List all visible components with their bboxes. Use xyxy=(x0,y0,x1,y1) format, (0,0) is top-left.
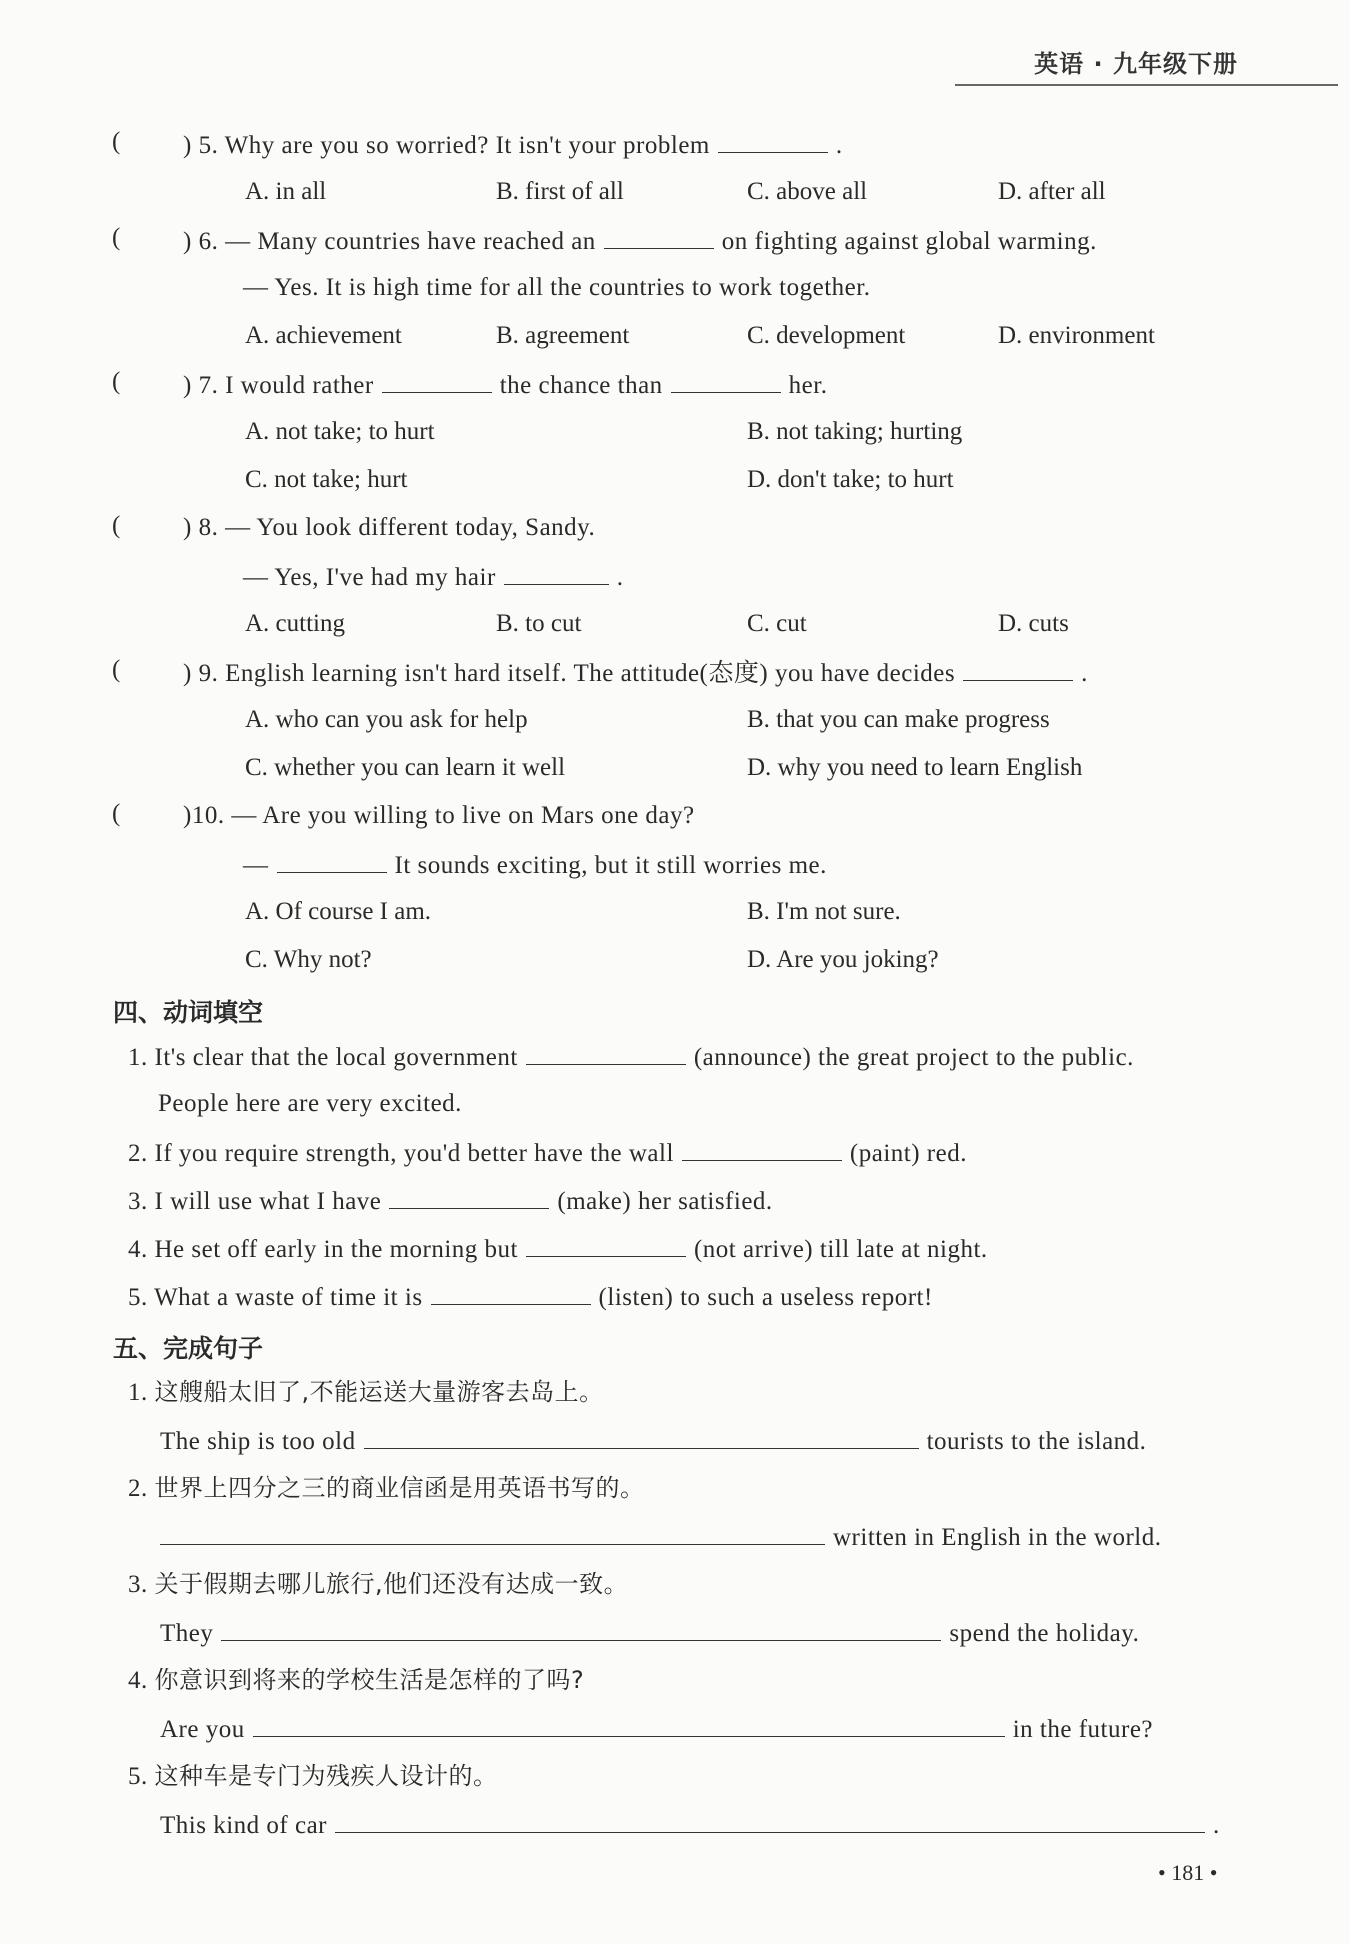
question-9: ) 9. English learning isn't hard itself. The attitude(态度) you have decides . xyxy=(183,656,1088,690)
option: D. why you need to learn English xyxy=(747,754,1083,781)
question-7: ) 7. I would rather the chance than her. xyxy=(183,368,827,402)
question-10: )10. — Are you willing to live on Mars one day? xyxy=(183,802,695,829)
option: A. not take; to hurt xyxy=(245,418,435,445)
sentence-4-prompt: 4. 你意识到将来的学校生活是怎样的了吗? xyxy=(128,1666,585,1694)
sentence-1: The ship is too old tourists to the island. xyxy=(160,1424,1146,1458)
option: D. cuts xyxy=(998,610,1069,637)
question-10-line2: — It sounds exciting, but it still worries me. xyxy=(243,848,827,882)
option: B. not taking; hurting xyxy=(747,418,963,445)
sentence-2: written in English in the world. xyxy=(152,1520,1161,1554)
answer-bracket[interactable]: ( xyxy=(112,800,121,827)
answer-blank[interactable] xyxy=(504,560,609,585)
page-header-title: 英语 · 九年级下册 xyxy=(1034,50,1238,78)
sentence-1-prompt: 1. 这艘船太旧了,不能运送大量游客去岛上。 xyxy=(128,1378,604,1406)
option: C. Why not? xyxy=(245,946,372,973)
option: C. not take; hurt xyxy=(245,466,408,493)
sentence-2-prompt: 2. 世界上四分之三的商业信函是用英语书写的。 xyxy=(128,1474,645,1502)
option: B. agreement xyxy=(496,322,630,349)
header-rule xyxy=(955,84,1338,86)
option: B. that you can make progress xyxy=(747,706,1050,733)
option: A. who can you ask for help xyxy=(245,706,528,733)
option: C. development xyxy=(747,322,906,349)
option: B. to cut xyxy=(496,610,582,637)
option: D. environment xyxy=(998,322,1155,349)
answer-blank[interactable] xyxy=(431,1280,591,1305)
page-number: • 181 • xyxy=(1158,1860,1218,1885)
answer-blank[interactable] xyxy=(526,1040,686,1065)
answer-blank[interactable] xyxy=(963,656,1073,681)
question-6-line2: — Yes. It is high time for all the countries to work together. xyxy=(243,274,871,301)
question-8-line2: — Yes, I've had my hair . xyxy=(243,560,624,594)
fill-item-1-cont: People here are very excited. xyxy=(158,1090,462,1117)
fill-item-5: 5. What a waste of time it is (listen) to such a useless report! xyxy=(128,1280,933,1314)
answer-bracket[interactable]: ( xyxy=(112,128,121,155)
answer-blank[interactable] xyxy=(221,1616,941,1641)
question-8: ) 8. — You look different today, Sandy. xyxy=(183,514,596,541)
answer-bracket[interactable]: ( xyxy=(112,224,121,251)
answer-blank[interactable] xyxy=(389,1184,549,1209)
answer-blank[interactable] xyxy=(253,1712,1005,1737)
option: A. achievement xyxy=(245,322,402,349)
answer-blank[interactable] xyxy=(335,1808,1205,1833)
option: D. don't take; to hurt xyxy=(747,466,954,493)
sentence-4: Are you in the future? xyxy=(160,1712,1153,1746)
fill-item-2: 2. If you require strength, you'd better have the wall (paint) red. xyxy=(128,1136,967,1170)
answer-blank[interactable] xyxy=(526,1232,686,1257)
fill-item-1: 1. It's clear that the local government (announce) the great project to the public. xyxy=(128,1040,1134,1074)
option: B. I'm not sure. xyxy=(747,898,901,925)
answer-blank[interactable] xyxy=(277,848,387,873)
option: C. above all xyxy=(747,178,868,205)
option: D. Are you joking? xyxy=(747,946,939,973)
option: B. first of all xyxy=(496,178,624,205)
answer-blank[interactable] xyxy=(382,368,492,393)
section-heading: 五、完成句子 xyxy=(113,1334,264,1363)
sentence-3: They spend the holiday. xyxy=(160,1616,1139,1650)
sentence-5-prompt: 5. 这种车是专门为残疾人设计的。 xyxy=(128,1762,498,1790)
question-6: ) 6. — Many countries have reached an on fighting against global warming. xyxy=(183,224,1097,258)
answer-blank[interactable] xyxy=(718,128,828,153)
option: A. in all xyxy=(245,178,327,205)
answer-bracket[interactable]: ( xyxy=(112,512,121,539)
option: A. Of course I am. xyxy=(245,898,432,925)
answer-bracket[interactable]: ( xyxy=(112,656,121,683)
section-heading: 四、动词填空 xyxy=(113,998,264,1027)
question-5: ) 5. Why are you so worried? It isn't your problem . xyxy=(183,128,843,162)
answer-blank[interactable] xyxy=(364,1424,919,1449)
option: C. whether you can learn it well xyxy=(245,754,566,781)
option: A. cutting xyxy=(245,610,345,637)
option: D. after all xyxy=(998,178,1106,205)
answer-blank[interactable] xyxy=(604,224,714,249)
answer-blank[interactable] xyxy=(160,1520,825,1545)
answer-bracket[interactable]: ( xyxy=(112,368,121,395)
sentence-3-prompt: 3. 关于假期去哪儿旅行,他们还没有达成一致。 xyxy=(128,1570,629,1598)
answer-blank[interactable] xyxy=(682,1136,842,1161)
fill-item-3: 3. I will use what I have (make) her satisfied. xyxy=(128,1184,773,1218)
answer-blank[interactable] xyxy=(671,368,781,393)
fill-item-4: 4. He set off early in the morning but (not arrive) till late at night. xyxy=(128,1232,988,1266)
option: C. cut xyxy=(747,610,807,637)
sentence-5: This kind of car . xyxy=(160,1808,1220,1842)
